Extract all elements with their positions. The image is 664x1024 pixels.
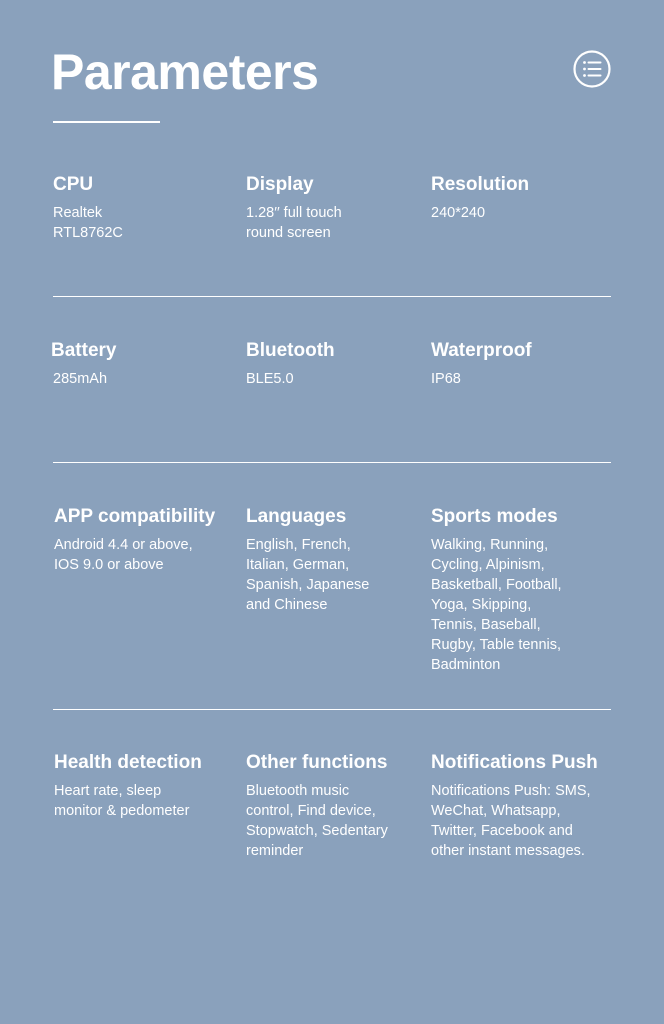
spec-value: 285mAh xyxy=(53,371,108,387)
spec-label: Resolution xyxy=(431,174,530,195)
spec-health-detection xyxy=(54,750,232,821)
spec-label: Health detection xyxy=(54,752,202,773)
spec-label: Other functions xyxy=(246,752,388,773)
spec-cpu xyxy=(53,172,231,243)
spec-label: Battery xyxy=(51,340,117,361)
spec-resolution xyxy=(431,172,609,223)
spec-waterproof xyxy=(431,338,609,389)
spec-label: APP compatibility xyxy=(54,506,216,527)
spec-value: Android 4.4 or above, IOS 9.0 or above xyxy=(54,537,193,573)
spec-label: Bluetooth xyxy=(246,340,335,361)
spec-languages xyxy=(246,504,424,615)
menu-list-icon xyxy=(573,50,611,88)
menu-button[interactable] xyxy=(573,50,611,88)
spec-value: 1.28′′ full touch round screen xyxy=(246,205,342,241)
spec-value: 240*240 xyxy=(431,205,486,221)
spec-sports-modes xyxy=(431,504,609,675)
spec-label: Languages xyxy=(246,506,347,527)
spec-notifications-push xyxy=(431,750,631,861)
title-underline xyxy=(53,121,160,123)
spec-other-functions xyxy=(246,750,424,861)
page-title: Parameters xyxy=(51,44,319,100)
section-divider xyxy=(53,709,611,710)
section-divider xyxy=(53,462,611,463)
spec-bluetooth xyxy=(246,338,424,389)
spec-label: Sports modes xyxy=(431,506,558,527)
section-divider xyxy=(53,296,611,297)
spec-value: English, French, Italian, German, Spanish, Japanese and Chinese xyxy=(246,537,370,613)
spec-value: Notifications Push: SMS, WeChat, Whatsapp, Twitter, Facebook and other instant messages. xyxy=(431,783,591,859)
spec-display xyxy=(246,172,424,243)
spec-value: Walking, Running, Cycling, Alpinism, Basketball, Football, Yoga, Skipping, Tennis, Baseball, Rugby, Table tennis, Badminton xyxy=(431,537,562,673)
spec-value: IP68 xyxy=(431,371,461,387)
spec-label: Display xyxy=(246,174,314,195)
spec-label: CPU xyxy=(53,174,94,195)
spec-value: BLE5.0 xyxy=(246,371,294,387)
spec-battery xyxy=(51,338,229,389)
spec-value: Bluetooth music control, Find device, Stopwatch, Sedentary reminder xyxy=(246,783,388,859)
spec-label: Notifications Push xyxy=(431,752,598,773)
spec-value: Realtek RTL8762C xyxy=(53,205,123,241)
spec-label: Waterproof xyxy=(431,340,532,361)
spec-app-compatibility xyxy=(54,504,232,575)
spec-value: Heart rate, sleep monitor & pedometer xyxy=(54,783,190,819)
